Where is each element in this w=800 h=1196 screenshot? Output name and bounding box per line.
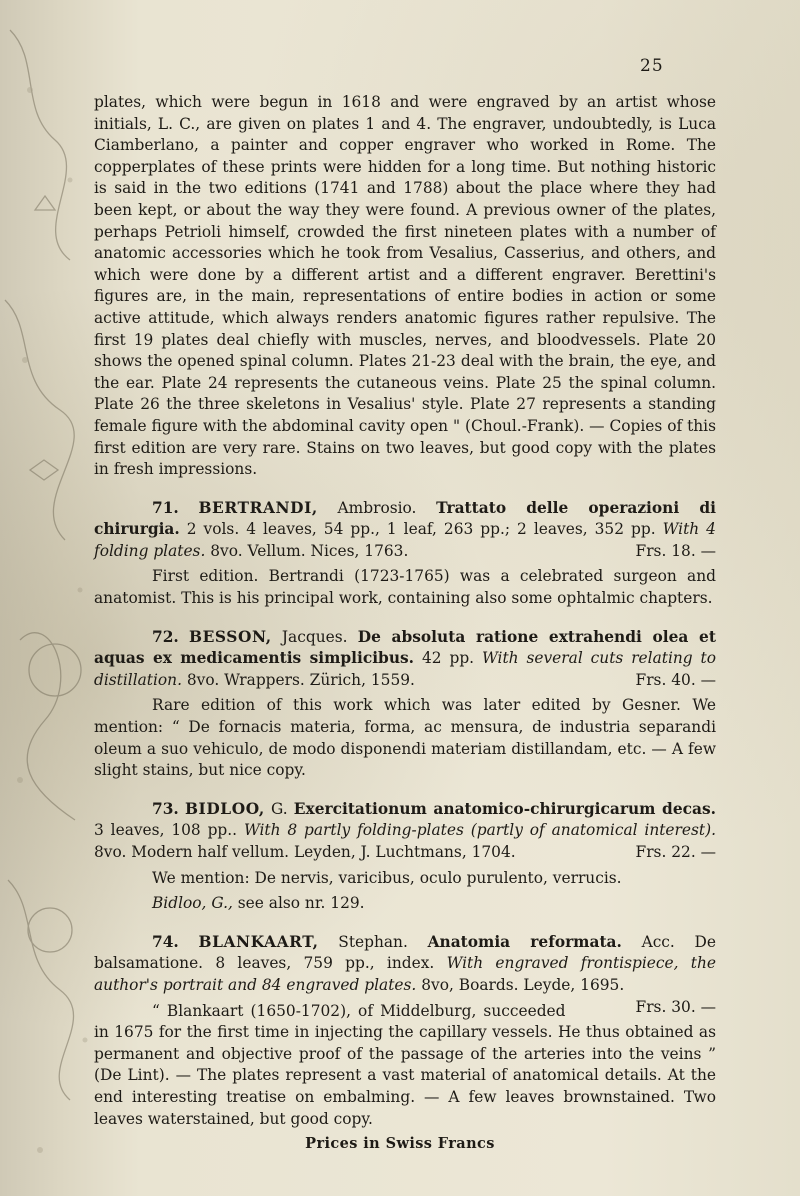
entry-title: De absoluta ratione extrahendi olea et aquas ex medicamentis simplicibus. <box>94 627 716 668</box>
entry-details: 2 vols. 4 leaves, 54 pp., 1 leaf, 263 pp.; 2 leaves, 352 pp. <box>186 520 656 539</box>
entry-note: First edition. Bertrandi (1723-1765) was a celebrated surgeon and anatomist. This is his principal work, containing also some ophtalmic chapters. <box>94 567 716 608</box>
entry-imprint: 8vo, Boards. Leyde, 1695. <box>421 975 625 994</box>
entry-author: BESSON, <box>188 627 272 646</box>
entry-number: 72. <box>152 627 179 646</box>
cross-reference <box>94 893 716 915</box>
entry-title-rest: Acc. De balsamatione. 8 leaves, 759 pp., index. <box>94 932 716 973</box>
entry-title: Trattato delle operazioni di chirurgia. <box>94 498 716 539</box>
entry-title: Anatomia reformata. <box>427 932 622 951</box>
entry-price: Frs. 18. — <box>635 541 716 560</box>
entry-number: 74. <box>152 932 179 951</box>
entry-forename: Ambrosio. <box>337 498 417 517</box>
entry-note: Rare edition of this work which was later edited by Gesner. We mention: “ De fornacis materia, forma, ac mensura, de industria separandi oleum a suo vehiculo, de modo disponendi materiam distillandam, etc. — A few slight stains, but nice copy. <box>94 696 716 780</box>
entry-illustrations: With engraved frontispiece, the author's portrait and 84 engraved plates. <box>94 954 716 994</box>
entry-author: BIDLOO, <box>184 799 265 818</box>
entry-imprint: 8vo. Vellum. Nices, 1763. <box>210 541 409 560</box>
entry-forename: Jacques. <box>281 627 348 646</box>
entry-note: We mention: De nervis, varicibus, oculo purulento, verrucis. <box>152 868 622 887</box>
catalogue-entry <box>94 498 716 563</box>
entry-imprint: 8vo. Wrappers. Zürich, 1559. <box>186 670 415 689</box>
cross-reference-text: see also nr. 129. <box>237 894 365 913</box>
entry-forename: G. <box>270 799 288 818</box>
entry-author: BERTRANDI, <box>198 498 318 517</box>
catalogue-entry <box>94 799 716 864</box>
entry-number: 73. <box>152 799 179 818</box>
entry-note: “ Blankaart (1650-1702), of Middelburg, succeeded in 1675 for the first time in injecting the capillary vessels. He thus obtained as permanent and objective proof of the passage of the arteries into the veins ” (De Lint). — The plates represent a vast material of anatomical details. At the end interesting treatise on embalming. — A few leaves brownstained. Two leaves waterstained, but good copy. <box>94 1001 716 1128</box>
page-footer: Prices in Swiss Francs <box>305 1135 495 1152</box>
page-number: 25 <box>640 56 664 76</box>
entry-price: Frs. 22. — <box>635 843 716 861</box>
entry-illustrations: With 4 folding plates. <box>94 520 716 560</box>
entry-price: Frs. 40. — <box>635 670 716 689</box>
cross-reference-name: Bidloo, G., <box>152 894 233 913</box>
intro-paragraph: plates, which were begun in 1618 and were engraved by an artist whose initials, L. C., are given on plates 1 and 4. The engraver, undoubtedly, is Luca Ciamberlano, a painter and copper engraver who worked in Rome. The copperplates of these prints were hidden for a long time. But nothing historic is said in the two editions (1741 and 1788) about the place where they had been kept, or about the way they were found. A previous owner of the plates, perhaps Petrioli himself, crowded the first nineteen plates with a number of anatomic accessories which he took from Vesalius, Casserius, and others, and which were done by a different artist and a different engraver. Berettini's figures are, in the main, representations of entire bodies in action or some active attitude, which always renders anatomic figures rather repulsive. The first 19 plates deal chiefly with muscles, nerves, and bloodvessels. Plate 20 shows the opened spinal column. Plates 21-23 deal with the brain, the eye, and the ear. Plate 24 represents the cutaneous veins. Plate 25 the spinal column. Plate 26 the three skeletons in Vesalius' style. Plate 27 represents a standing female figure with the abdominal cavity open " (Choul.-Frank). — Copies of this first edition are very rare. Stains on two leaves, but good copy with the plates in fresh impressions. <box>94 93 716 479</box>
entry-title: Exercitationum anatomico-chirurgicarum decas. <box>293 799 716 818</box>
catalogue-entry <box>94 627 716 692</box>
entry-imprint: 8vo. Modern half vellum. Leyden, J. Luchtmans, 1704. <box>94 843 516 861</box>
entry-illustrations: With 8 partly folding-plates (partly of anatomical interest). <box>243 821 716 840</box>
entry-details: 3 leaves, 108 pp.. <box>94 821 238 840</box>
catalogue-text <box>94 92 716 1130</box>
entry-forename: Stephan. <box>338 932 408 951</box>
catalogue-entry <box>94 932 716 1016</box>
entry-details: 42 pp. <box>421 649 475 668</box>
entry-author: BLANKAART, <box>198 932 319 951</box>
entry-illustrations: With several cuts relating to distillation. <box>94 649 716 689</box>
entry-price: Frs. 30. — <box>635 997 716 1016</box>
entry-number: 71. <box>152 498 179 517</box>
